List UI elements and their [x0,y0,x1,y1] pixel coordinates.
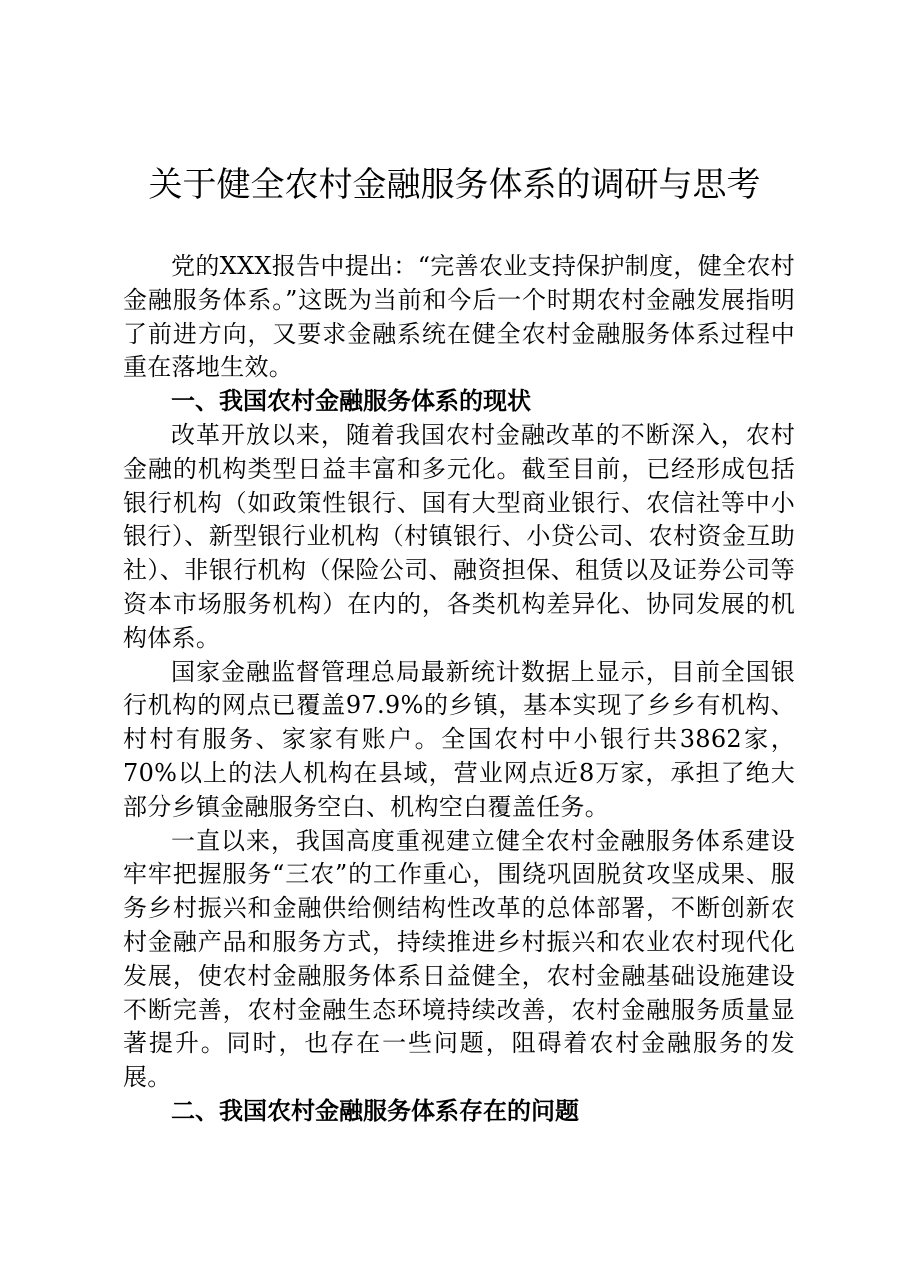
intro-paragraph: 党的XXX报告中提出：“完善农业支持保护制度，健全农村金融服务体系。”这既为当前和今后一个时期农村金融发展指明了前进方向，又要求金融系统在健全农村金融服务体系过程中重在落地生效。 [123,252,795,382]
document-body [123,250,795,1129]
section1-paragraph-2: 国家金融监督管理总局最新统计数据上显示，目前全国银行机构的网点已覆盖97.9%的乡镇，基本实现了乡乡有机构、村村有服务、家家有账户。全国农村中小银行共3862家，70%以上的法人机构在县域，营业网点近8万家，承担了绝大部分乡镇金融服务空白、机构空白覆盖任务。 [123,657,795,821]
section-heading-2: 二、我国农村金融服务体系存在的问题 [171,1096,579,1125]
section1-paragraph-1: 改革开放以来，随着我国农村金融改革的不断深入，农村金融的机构类型日益丰富和多元化。截至目前，已经形成包括银行机构（如政策性银行、国有大型商业银行、农信社等中小银行）、新型银行业机构（村镇银行、小贷公司、农村资金互助社）、非银行机构（保险公司、融资担保、租赁以及证券公司等资本市场服务机构）在内的，各类机构差异化、协同发展的机构体系。 [123,420,795,652]
document-title: 关于健全农村金融服务体系的调研与思考 [148,165,761,205]
section-heading-1: 一、我国农村金融服务体系的现状 [171,387,531,416]
section1-paragraph-3: 一直以来，我国高度重视建立健全农村金融服务体系建设牢牢把握服务“三农”的工作重心，围绕巩固脱贫攻坚成果、服务乡村振兴和金融供给侧结构性改革的总体部署，不断创新农村金融产品和服务方式，持续推进乡村振兴和农业农村现代化发展，使农村金融服务体系日益健全，农村金融基础设施建设不断完善，农村金融生态环境持续改善，农村金融服务质量显著提升。同时，也存在一些问题，阻碍着农村金融服务的发展。 [123,826,795,1092]
